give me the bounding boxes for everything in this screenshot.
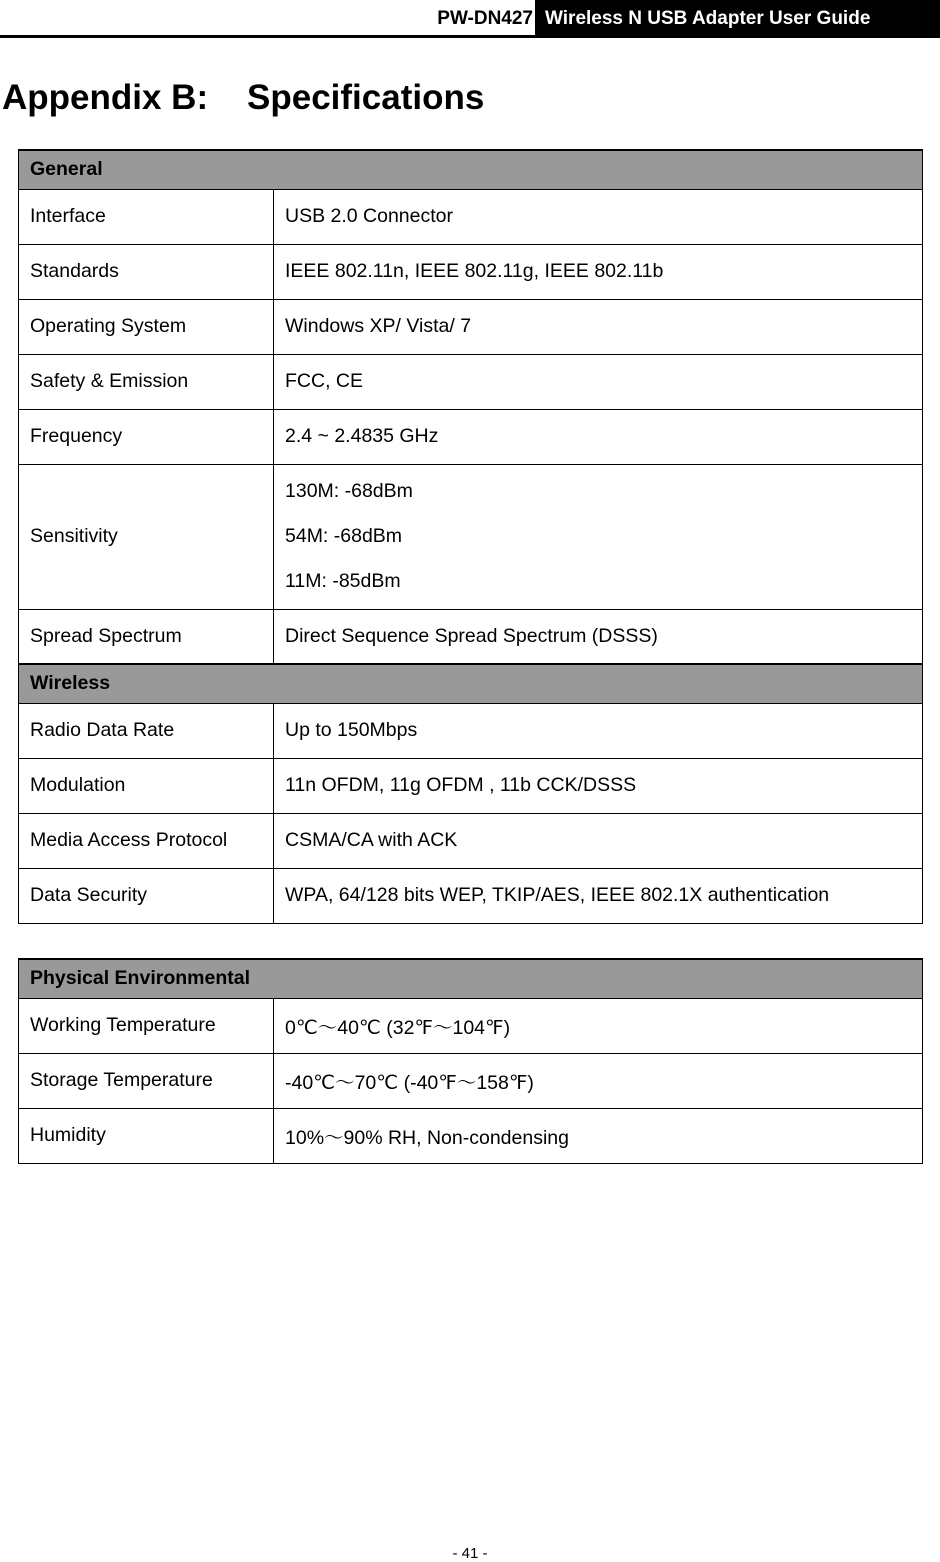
table-row [19,813,923,868]
spec-value: 11n OFDM, 11g OFDM , 11b CCK/DSSS [274,758,923,813]
section-heading: Physical Environmental [19,959,923,998]
spec-label: Interface [19,189,274,244]
spec-value: 2.4 ~ 2.4835 GHz [274,409,923,464]
spec-label: Modulation [19,758,274,813]
table-row [19,758,923,813]
page-header [0,0,940,38]
table-row [19,299,923,354]
section-header-wireless [19,664,923,703]
page-title: Appendix B: Specifications [2,78,485,117]
spec-table-physical [18,958,923,1164]
spec-label: Standards [19,244,274,299]
table-row [19,464,923,609]
spec-label: Working Temperature [19,998,274,1053]
spec-value: 10%～90% RH, Non-condensing [274,1108,923,1163]
spec-label: Safety & Emission [19,354,274,409]
spec-value: WPA, 64/128 bits WEP, TKIP/AES, IEEE 802.1X authentication [274,868,923,923]
table-row [19,998,923,1053]
header-model: PW-DN427 [437,8,533,29]
sensitivity-line: 130M: -68dBm [285,480,413,502]
table-row [19,354,923,409]
section-header-physical [19,959,923,998]
table-row [19,244,923,299]
spec-label: Storage Temperature [19,1053,274,1108]
spec-label: Sensitivity [19,464,274,609]
spec-label: Humidity [19,1108,274,1163]
spec-value: Windows XP/ Vista/ 7 [274,299,923,354]
spec-label: Frequency [19,409,274,464]
table-row [19,703,923,758]
spec-label: Media Access Protocol [19,813,274,868]
spec-label: Operating System [19,299,274,354]
page-number: - 41 - [452,1545,488,1562]
spec-value: 0℃～40℃ (32℉～104℉) [274,998,923,1053]
table-row [19,1108,923,1163]
spec-value: Direct Sequence Spread Spectrum (DSSS) [274,609,923,664]
section-header-general [19,150,923,189]
spec-label: Data Security [19,868,274,923]
spec-value: Up to 150Mbps [274,703,923,758]
spec-label: Spread Spectrum [19,609,274,664]
spec-value-multiline [274,464,923,609]
table-row [19,409,923,464]
sensitivity-line: 54M: -68dBm [285,525,403,547]
spec-value: CSMA/CA with ACK [274,813,923,868]
spec-value: IEEE 802.11n, IEEE 802.11g, IEEE 802.11b [274,244,923,299]
spec-label: Radio Data Rate [19,703,274,758]
spec-value: -40℃～70℃ (-40℉～158℉) [274,1053,923,1108]
header-guide-title: Wireless N USB Adapter User Guide [535,0,940,36]
section-heading: Wireless [19,664,923,703]
sensitivity-line: 11M: -85dBm [285,570,401,592]
table-row [19,189,923,244]
table-row [19,1053,923,1108]
spec-value: FCC, CE [274,354,923,409]
spec-table-general-wireless [18,149,923,924]
spec-value: USB 2.0 Connector [274,189,923,244]
table-row [19,609,923,664]
section-heading: General [19,150,923,189]
table-row [19,868,923,923]
